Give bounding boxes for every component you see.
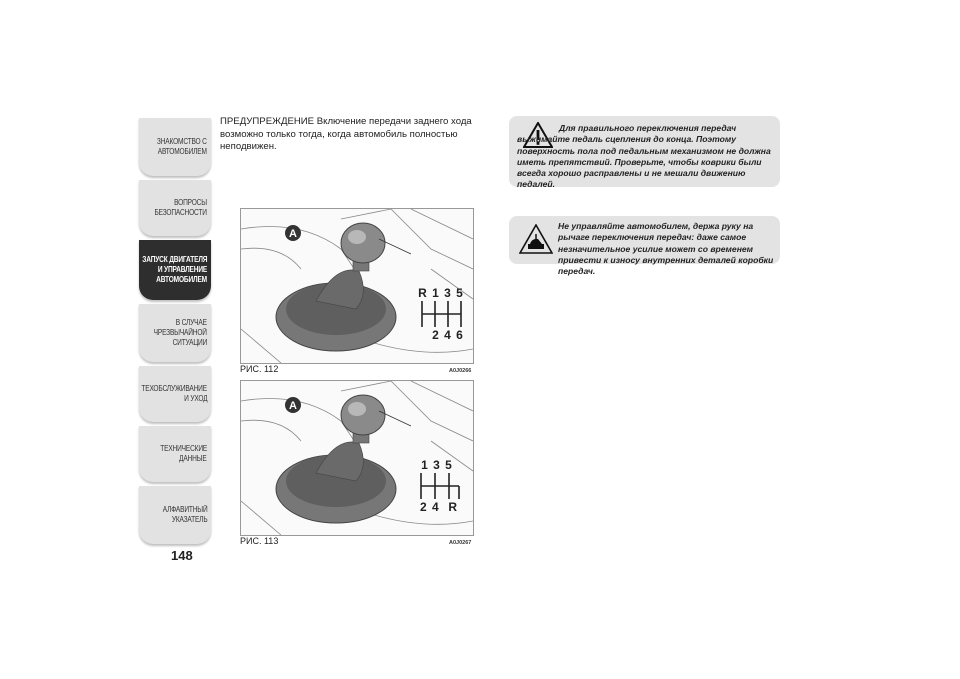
figure-caption: РИС. 112 <box>240 364 279 374</box>
tab-label: СИТУАЦИИ <box>172 338 207 347</box>
tab-safety[interactable] <box>139 180 211 236</box>
callout-label: A <box>289 400 297 412</box>
figure-code: A0J0266 <box>449 368 472 374</box>
figure-112 <box>240 208 474 364</box>
warning-text: Не управляйте автомобилем, держа руку на рычаге переключения передач: даже самое незначительное усилие может со временем привести к износу внутренних деталей коробки передач. <box>558 221 774 277</box>
tab-index[interactable] <box>139 486 211 544</box>
figure-caption: РИС. 113 <box>240 536 279 546</box>
warning-box-hand-on-lever <box>509 216 780 277</box>
tab-label: В СЛУЧАЕ <box>175 318 207 327</box>
gear-lever-illustration <box>241 209 473 363</box>
tab-label: И УХОД <box>183 394 207 403</box>
tab-label: УКАЗАТЕЛЬ <box>171 515 207 524</box>
tab-label: ТЕХНИЧЕСКИЕ <box>160 444 207 453</box>
warning-box-clutch <box>509 116 780 190</box>
tab-label: ВОПРОСЫ <box>174 198 207 207</box>
gear-pattern-bottom: 2 4 6 <box>432 328 464 342</box>
tab-emergency[interactable] <box>139 304 211 362</box>
tab-starting-driving[interactable] <box>139 240 211 300</box>
tab-label: АЛФАВИТНЫЙ <box>162 505 207 514</box>
gear-pattern-top: 1 3 5 <box>421 458 453 472</box>
warning-body: Включение передачи заднего хода возможно только тогда, когда автомобиль полностью неподвижен. <box>220 116 472 153</box>
tab-label: АВТОМОБИЛЕМ <box>157 147 207 156</box>
gear-pattern-bottom: 2 4 R <box>419 500 459 514</box>
hand-on-lever-icon <box>519 224 553 254</box>
tab-label: ЧРЕЗВЫЧАЙНОЙ <box>153 328 207 337</box>
warning-heading: ПРЕДУПРЕЖДЕНИЕ <box>220 116 315 127</box>
tab-label: И УПРАВЛЕНИЕ <box>157 265 207 274</box>
tab-label: ТЕХОБСЛУЖИВАНИЕ <box>141 384 207 393</box>
tab-maintenance[interactable] <box>139 366 211 422</box>
tab-label: ЗАПУСК ДВИГАТЕЛЯ <box>141 255 207 264</box>
page-number: 148 <box>171 548 193 563</box>
warning-text: Для правильного переключения передач выжимайте педаль сцепления до конца. Поэтому поверхность пола под педальным механизмом не должна иметь препятствий. Проверьте, чтобы коврики были всегда хорошо расправлены и не мешали движению педалей. <box>517 123 771 190</box>
figure-code: A0J0267 <box>449 540 472 546</box>
tab-getting-to-know[interactable] <box>139 118 211 176</box>
tab-label: БЕЗОПАСНОСТИ <box>154 208 207 217</box>
callout-label: A <box>289 228 297 240</box>
gear-lever-illustration <box>241 381 473 535</box>
tab-label: ДАННЫЕ <box>179 454 207 463</box>
figure-113 <box>240 380 474 536</box>
reverse-gear-paragraph <box>220 116 492 154</box>
tab-technical-data[interactable] <box>139 426 211 482</box>
gear-pattern-top: R 1 3 5 <box>418 286 464 300</box>
tab-label: АВТОМОБИЛЕМ <box>156 275 207 284</box>
tab-label: ЗНАКОМСТВО С <box>157 137 207 146</box>
